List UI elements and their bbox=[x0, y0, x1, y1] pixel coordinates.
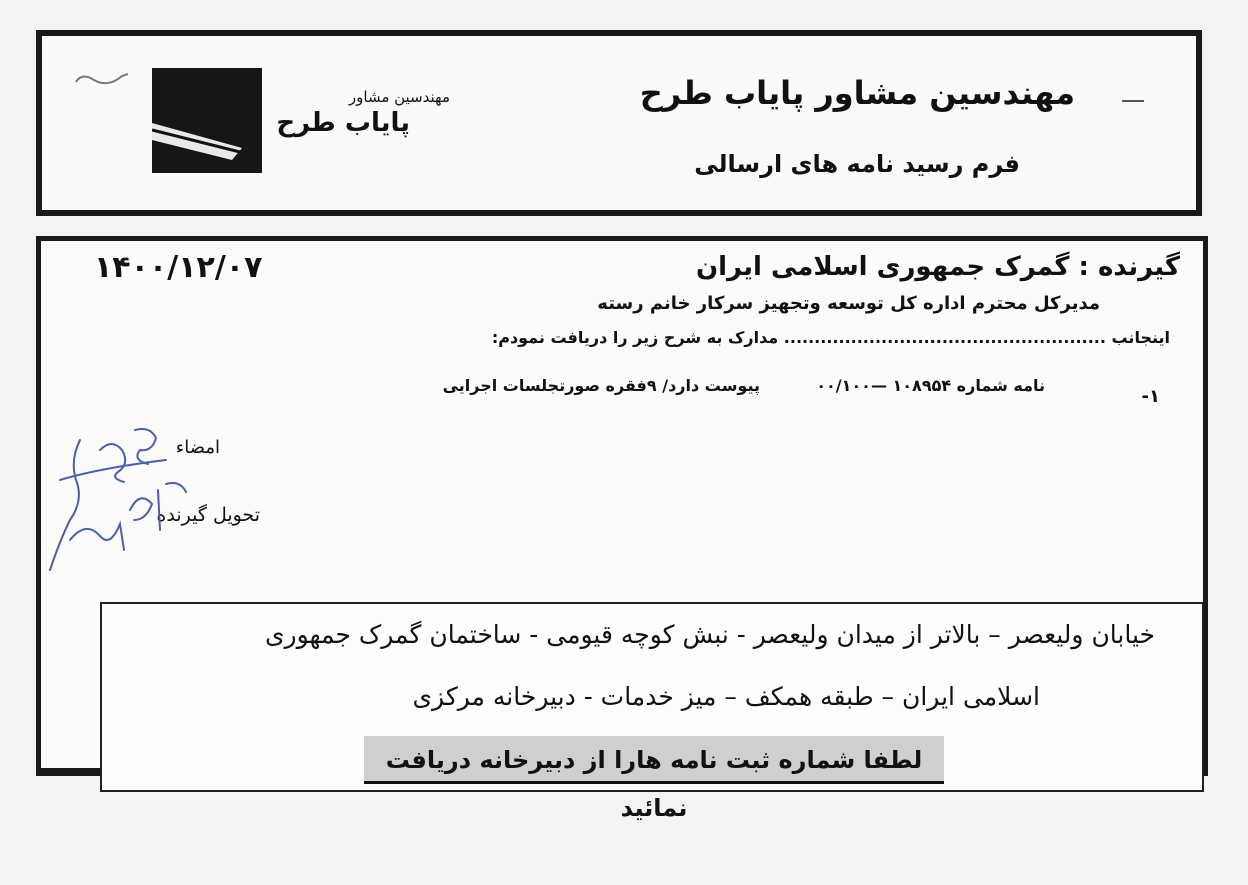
received-line: اینجانب ..................................................... مدارک به شرح زیر را دریافت نمودم: bbox=[491, 328, 1170, 347]
logo-stripe-icon bbox=[152, 68, 262, 173]
attachment: پیوست دارد/ ۹فقره صورتجلسات اجرایی bbox=[442, 376, 760, 395]
signature-label: امضاء bbox=[175, 437, 220, 458]
date: ۱۴۰۰/۱۲/۰۷ bbox=[94, 250, 263, 285]
company-title: مهندسین مشاور پایاب طرح bbox=[639, 74, 1075, 112]
form-title: فرم رسید نامه های ارسالی bbox=[694, 150, 1020, 178]
address-line-2: اسلامی ایران – طبقه همکف – میز خدمات - دبیرخانه مرکزی bbox=[412, 682, 1040, 711]
logo-text-big: پایاب طرح bbox=[276, 108, 410, 138]
manager-line: مدیرکل محترم اداره کل توسعه وتجهیز سرکار خانم رسته bbox=[597, 293, 1100, 314]
delivery-label: تحویل گیرنده bbox=[156, 504, 260, 526]
notice-banner: لطفا شماره ثبت نامه هارا از دبیرخانه دریافت نمائید bbox=[364, 736, 944, 784]
handwritten-signature-icon bbox=[40, 420, 200, 580]
company-logo bbox=[152, 68, 262, 173]
item-number: ۱- bbox=[1141, 386, 1160, 407]
letter-number: نامه شماره ۱۰۸۹۵۴ —۰۰/۱۰۰ bbox=[816, 376, 1045, 395]
address-line-1: خیابان ولیعصر – بالاتر از میدان ولیعصر - نبش کوچه قیومی - ساختمان گمرک جمهوری bbox=[264, 620, 1155, 649]
recipient: گیرنده : گمرک جمهوری اسلامی ایران bbox=[695, 252, 1180, 282]
logo-text-small: مهندسین مشاور bbox=[348, 88, 450, 106]
dash-mark-icon bbox=[1120, 96, 1150, 106]
hook-mark-icon bbox=[72, 68, 132, 92]
